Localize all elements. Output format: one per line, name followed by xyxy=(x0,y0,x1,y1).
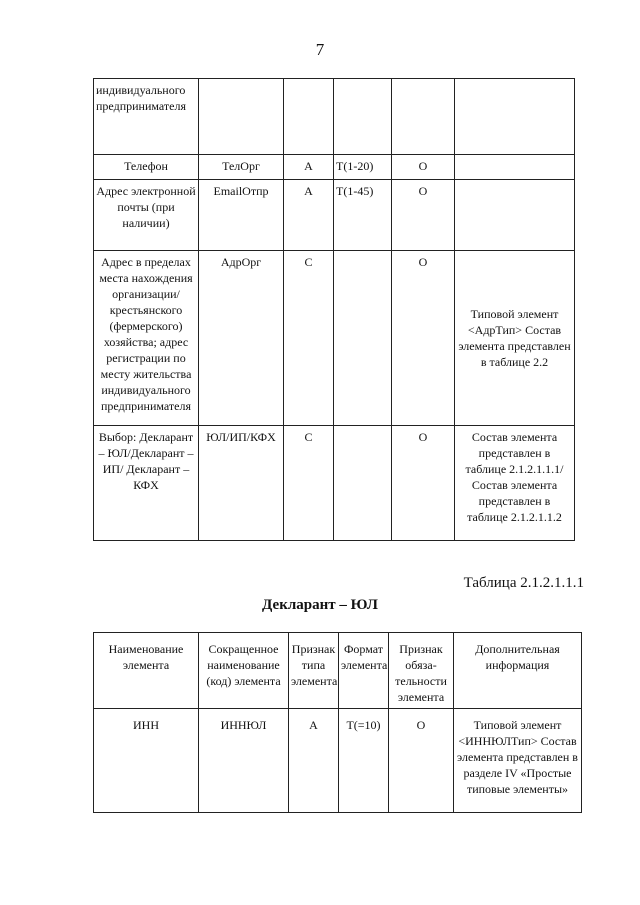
element-info-cell: Состав элемента представлен в таблице 2.1.2.1.1.1/Состав элемента представлен в таблице 2.1.2.1.1.2 xyxy=(455,426,575,541)
table-row xyxy=(94,709,582,813)
table-row xyxy=(94,251,575,426)
page-number: 7 xyxy=(315,40,325,59)
element-code-cell: ТелОрг xyxy=(199,155,284,180)
section-title: Декларант – ЮЛ xyxy=(262,597,378,613)
header-type: Признак типа элемента xyxy=(289,633,339,709)
element-info-cell: Типовой элемент <АдрТип> Состав элемента представлен в таблице 2.2 xyxy=(455,251,575,426)
declarant-ul-table xyxy=(93,632,582,813)
element-name-cell: Телефон xyxy=(94,155,199,180)
table-caption: Таблица 2.1.2.1.1.1 xyxy=(463,575,584,591)
table-row xyxy=(94,79,575,155)
element-required-cell: О xyxy=(392,426,455,541)
element-type-cell: С xyxy=(284,426,334,541)
table-row xyxy=(94,180,575,251)
element-name-cell: Адрес в пределах места нахождения организации/ крестьянского (фермерского) хозяйства; адрес регистрации по месту жительства индивидуального предпринимателя xyxy=(94,251,199,426)
header-name: Наименование элемента xyxy=(94,633,199,709)
element-type-cell: С xyxy=(284,251,334,426)
continued-elements-table xyxy=(93,78,575,541)
element-info-cell: Типовой элемент <ИННЮЛТип> Состав элемента представлен в разделе IV «Простые типовые элементы» xyxy=(454,709,582,813)
table-row xyxy=(94,426,575,541)
element-info-cell xyxy=(455,79,575,155)
element-format-cell: Т(1-20) xyxy=(334,155,392,180)
element-required-cell: О xyxy=(392,180,455,251)
element-name-cell: Выбор: Декларант – ЮЛ/Декларант – ИП/ Декларант – КФХ xyxy=(94,426,199,541)
element-name-cell: ИНН xyxy=(94,709,199,813)
element-type-cell: А xyxy=(289,709,339,813)
element-format-cell: Т(1-45) xyxy=(334,180,392,251)
element-name-cell: Адрес электронной почты (при наличии) xyxy=(94,180,199,251)
element-type-cell: А xyxy=(284,155,334,180)
element-code-cell: ИННЮЛ xyxy=(199,709,289,813)
table-row xyxy=(94,155,575,180)
element-required-cell: О xyxy=(389,709,454,813)
element-format-cell: Т(=10) xyxy=(339,709,389,813)
element-format-cell xyxy=(334,251,392,426)
element-required-cell xyxy=(392,79,455,155)
header-info: Дополнительная информация xyxy=(454,633,582,709)
element-required-cell: О xyxy=(392,251,455,426)
element-code-cell: EmailОтпр xyxy=(199,180,284,251)
element-code-cell: АдрОрг xyxy=(199,251,284,426)
element-code-cell: ЮЛ/ИП/КФХ xyxy=(199,426,284,541)
element-type-cell: А xyxy=(284,180,334,251)
element-info-cell xyxy=(455,180,575,251)
table-header-row xyxy=(94,633,582,709)
element-type-cell xyxy=(284,79,334,155)
element-info-cell xyxy=(455,155,575,180)
header-code: Сокращенное наименование (код) элемента xyxy=(199,633,289,709)
element-name-cell: индивидуального предпринимателя xyxy=(94,79,199,155)
header-format: Формат элемента xyxy=(339,633,389,709)
element-format-cell xyxy=(334,426,392,541)
element-code-cell xyxy=(199,79,284,155)
element-format-cell xyxy=(334,79,392,155)
element-required-cell: О xyxy=(392,155,455,180)
header-required: Признак обяза- тельности элемента xyxy=(389,633,454,709)
